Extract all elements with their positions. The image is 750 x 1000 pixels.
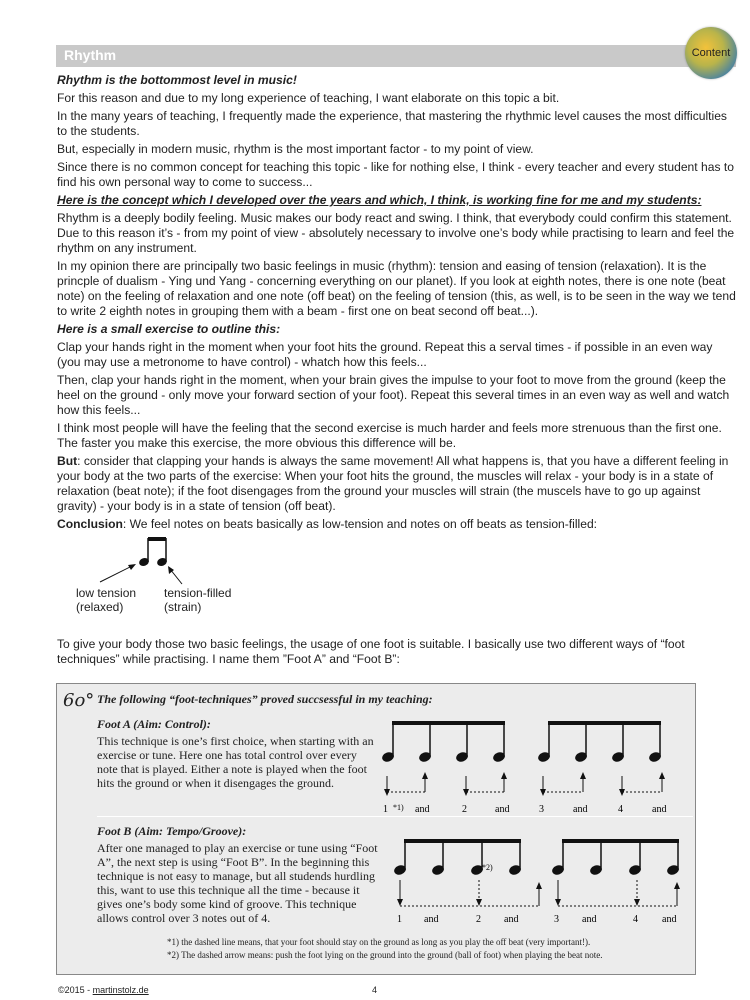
footer-copyright: ©2015 - martinstolz.de [58,985,149,995]
foot-b-arrows [397,880,680,906]
page-number: 4 [372,985,378,995]
paragraph: Since there is no common concept for teaching this topic - like for nothing else, I think - every teacher and every student has to find his own personal way to come to success... [57,160,734,189]
foot-a-title: Foot A (Aim: Control): [97,717,211,731]
svg-text:*1): *1) [393,803,404,812]
foot-b-text: After one managed to play an exercise or tune using “Foot A”, the next step is using “Foot B”. In the beginning this technique is not easy to manage, but all studends hurdling this, want to use this technique all the time - because it gives one’s body some kind of groove. This technique allows control over 3 notes out of 4. [97,841,378,925]
svg-text:and: and [504,914,519,925]
paragraph-but [57,454,737,514]
svg-text:4: 4 [633,914,638,925]
svg-text:3: 3 [554,914,559,925]
foot-a-notes [381,721,662,763]
foot-b-counts [397,914,676,925]
glasses-icon: 6o° [63,690,95,711]
foot-a-notation [377,712,697,822]
paragraph: Rhythm is a deeply bodily feeling. Music makes our body react and swing. I think, that everybody could confirm this statement. Due to this reason it’s - from my point of view - absolutely necessary to involve one’s body while practising to learn and feel the rhythm on any instrument. [57,211,735,255]
footnote-2: *2) The dashed arrow means: push the foot lying on the ground into the ground (ball of foot) when playing the beat note. [167,950,603,960]
paragraph: I think most people will have the feeling that the second exercise is much harder and feels more strenuous than the first one. The faster you make this exercise, the more obvious this difference will be. [57,421,722,450]
paragraph: Here is a small exercise to outline this: [57,322,281,336]
paragraph: But, especially in modern music, rhythm is the most important factor - to my point of view. [57,142,534,156]
paragraph: In my opinion there are principally two basic feelings in music (rhythm): tension and easing of tension (relaxation). It is the princple of dualism - Ying und Yang - concerning everything on our planet). If you look at eighth notes, there is one note (beat note) on the feeling of relaxation and one note (off beat) on the feeling of tension (this, as well, is to be seen in the way we tend to write 2 eighth notes in grouping them with a beam - first one on beat second off beat...). [57,259,736,318]
article-body [57,73,737,535]
footnote-1: *1) the dashed line means, that your foot should stay on the ground as long as you play the off beat (very important!). [167,937,591,947]
eighth-notes-svg [70,532,270,592]
foot-a-text: This technique is one’s first choice, when starting with an exercise or tune. Here one has total control over every note that is played. Either a note is played when the foot hits the ground or when it disengages the ground. [97,734,374,790]
content-button[interactable]: Content [685,27,737,79]
svg-text:2: 2 [462,804,467,815]
svg-text:and: and [652,804,667,815]
svg-text:2: 2 [476,914,481,925]
low-tension-label: low tension (relaxed) [76,586,137,614]
foot-b-mark: *2) [482,863,493,872]
eighth-notes-figure [70,532,270,620]
svg-text:and: and [495,804,510,815]
paragraph: For this reason and due to my long experience of teaching, I want elaborate on this topic a bit. [57,91,560,105]
svg-text:1: 1 [383,804,388,815]
foot-a-section [97,717,377,790]
svg-text:1: 1 [397,914,402,925]
svg-text:and: and [424,914,439,925]
paragraph: Here is the concept which I developed over the years and which, I think, is working fine for me and my students: [57,193,702,207]
svg-text:and: and [582,914,597,925]
foot-techniques-box [56,683,696,975]
conclusion-text: : We feel notes on beats basically as low-tension and notes on off beats as tension-filled: [122,517,598,531]
paragraph: Rhythm is the bottommost level in music! [57,73,297,87]
footnotes [167,936,603,962]
but-text: : consider that clapping your hands is always the same movement! All what happens is, that you have a different feeling in your body at the two parts of the exercise: When your foot hits the ground, the muscles will relax - your body is in a state of relaxation (beat note); if the foot disengages from the ground your muscles will strain (the muscels have to go up against gravity) - your body is in a state of tension (off beat). [57,454,729,513]
foot-a-arrows [384,772,665,796]
foot-b-section [97,824,387,925]
box-heading: The following “foot-techniques” proved succsessful in my teaching: [97,692,433,706]
paragraph: Clap your hands right in the moment when your foot hits the ground. Repeat this a serval times - if possible in an even way (you may use a metronome to have control) - whatch how this feels... [57,340,713,369]
conclusion-label: Conclusion [57,517,123,531]
but-label: But [57,454,78,468]
svg-text:4: 4 [618,804,623,815]
tension-filled-label: tension-filled (strain) [164,586,232,614]
paragraph: In the many years of teaching, I frequently made the experience, that mastering the rhythmic level causes the most difficulties to the students. [57,109,727,138]
foot-techniques-intro: To give your body those two basic feelings, the usage of one foot is suitable. I basically use two different ways of “foot techniques” while practising. I name them ”Foot A” and “Foot B”: [57,637,685,666]
svg-text:3: 3 [539,804,544,815]
page-title: Rhythm [64,47,117,63]
foot-b-notes [393,839,680,876]
svg-text:and: and [662,914,677,925]
foot-a-counts [383,803,666,815]
svg-text:and: and [415,804,430,815]
footer-link[interactable]: martinstolz.de [92,985,149,995]
paragraph: Then, clap your hands right in the moment, when your brain gives the impulse to your foot to move from the ground (keep the heel on the ground - only move your forward section of your foot). Repeat this several times in an even way as well and watch how this feels... [57,373,730,417]
foot-b-title: Foot B (Aim: Tempo/Groove): [97,824,247,838]
svg-text:and: and [573,804,588,815]
section-title-bar [56,45,736,67]
foot-b-notation [392,830,692,940]
paragraph-conclusion [57,517,737,532]
